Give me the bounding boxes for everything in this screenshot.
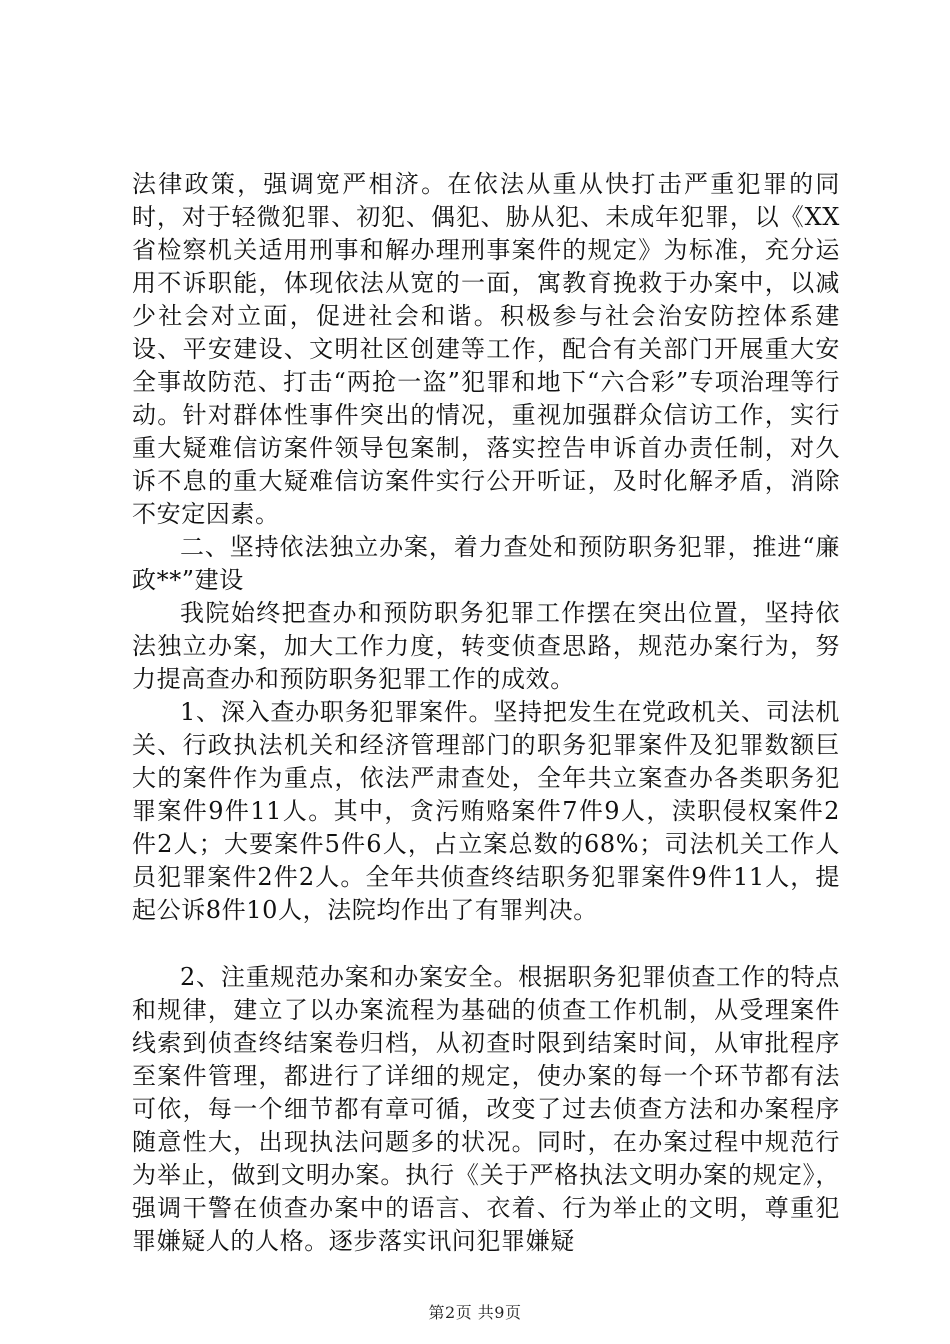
page-number-footer: 第2页 共9页 (428, 1303, 522, 1322)
paragraph-item-two: 2、注重规范办案和办案安全。根据职务犯罪侦查工作的特点和规律，建立了以办案流程为基础的侦查工作机制，从受理案件线索到侦查终结案卷归档，从初查时限到结案时间，从审批程序至案件管理，都进行了详细的规定，使办案的每一个环节都有法可依，每一个细节都有章可循，改变了过去侦查方法和办案程序随意性大，出现执法问题多的状况。同时，在办案过程中规范行为举止，做到文明办案。执行《关于严格执法文明办案的规定》，强调干警在侦查办案中的语言、衣着、行为举止的文明，尊重犯罪嫌疑人的人格。逐步落实讯问犯罪嫌疑 (132, 963, 840, 1255)
section-heading-two: 二、坚持依法独立办案，着力查处和预防职务犯罪，推进“廉政**”建设 (132, 533, 840, 594)
paragraph-spacer (132, 927, 840, 961)
paragraph-item-one: 1、深入查办职务犯罪案件。坚持把发生在党政机关、司法机关、行政执法机关和经济管理部门的职务犯罪案件及犯罪数额巨大的案件作为重点，依法严肃查处，全年共立案查办各类职务犯罪案件9件11人。其中，贪污贿赂案件7件9人，渎职侵权案件2件2人；大要案件5件6人，占立案总数的68%；司法机关工作人员犯罪案件2件2人。全年共侦查终结职务犯罪案件9件11人，提起公诉8件10人，法院均作出了有罪判决。 (132, 698, 840, 924)
document-body (132, 168, 840, 1258)
paragraph-policy-continuation: 法律政策，强调宽严相济。在依法从重从快打击严重犯罪的同时，对于轻微犯罪、初犯、偶犯、胁从犯、未成年犯罪，以《XX省检察机关适用刑事和解办理刑事案件的规定》为标准，充分运用不诉职能，体现依法从宽的一面，寓教育挽救于办案中，以减少社会对立面，促进社会和谐。积极参与社会治安防控体系建设、平安建设、文明社区创建等工作，配合有关部门开展重大安全事故防范、打击“两抢一盗”犯罪和地下“六合彩”专项治理等行动。针对群体性事件突出的情况，重视加强群众信访工作，实行重大疑难信访案件领导包案制，落实控告申诉首办责任制，对久诉不息的重大疑难信访案件实行公开听证，及时化解矛盾，消除不安定因素。 (132, 170, 840, 528)
paragraph-section-intro: 我院始终把查办和预防职务犯罪工作摆在突出位置，坚持依法独立办案，加大工作力度，转变侦查思路，规范办案行为，努力提高查办和预防职务犯罪工作的成效。 (132, 599, 840, 693)
